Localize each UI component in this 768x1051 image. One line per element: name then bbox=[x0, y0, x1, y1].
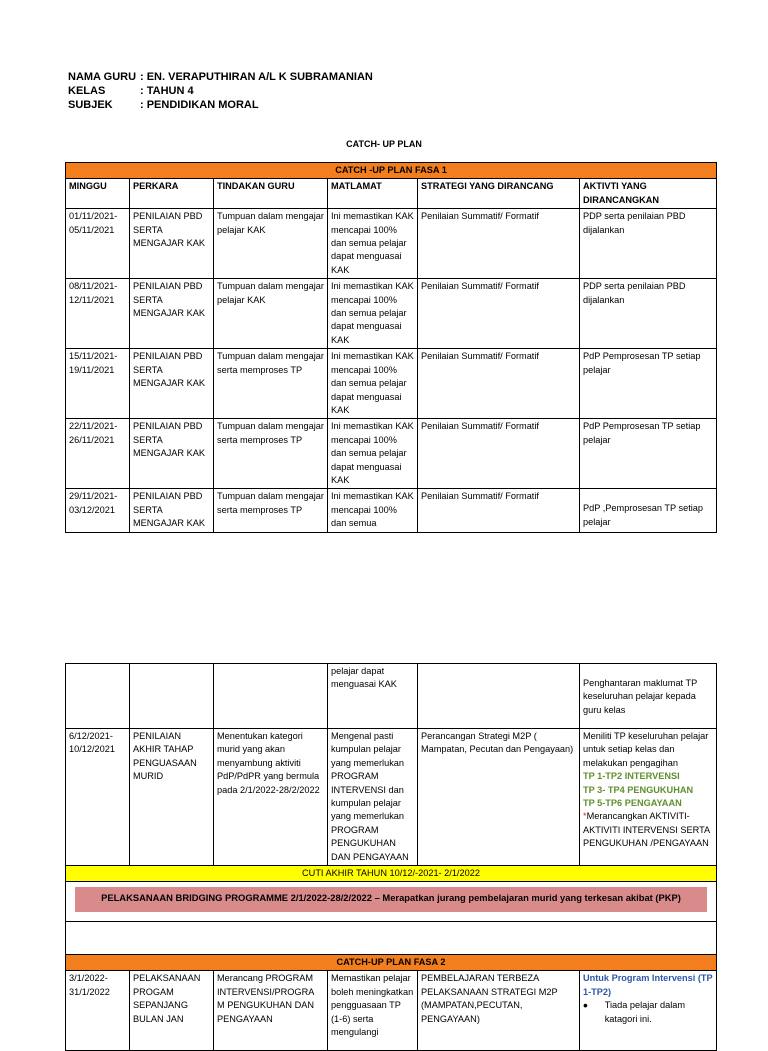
cuti-akhir-tahun-banner: CUTI AKHIR TAHUN 10/12/-2021- 2/1/2022 bbox=[66, 866, 717, 882]
cell-tindakan: Tumpuan dalam mengajar pelajar KAK bbox=[214, 209, 328, 279]
table-row bbox=[66, 209, 717, 279]
cell-strategi: Penilaian Summatif/ Formatif bbox=[418, 209, 580, 279]
column-header-row bbox=[66, 179, 717, 209]
document-title: CATCH- UP PLAN bbox=[346, 139, 422, 149]
cell-perkara: PENILAIAN PBD SERTA MENGAJAR KAK bbox=[130, 209, 214, 279]
cell-strategi: PEMBELAJARAN TERBEZA PELAKSANAAN STRATEGI M2P (MAMPATAN,PECUTAN, PENGAYAAN) bbox=[418, 971, 580, 1051]
table-row bbox=[66, 664, 717, 729]
header-row-nama-guru bbox=[68, 70, 373, 84]
cell-tindakan: Merancang PROGRAM INTERVENSI/PROGRA M PENGUKUHAN DAN PENGAYAAN bbox=[214, 971, 328, 1051]
header-row-subjek bbox=[68, 98, 373, 112]
header-label: NAMA GURU bbox=[68, 71, 137, 83]
cell-minggu: 29/11/2021- 03/12/2021 bbox=[66, 489, 130, 532]
cell-aktiviti: PDP serta penilaian PBD dijalankan bbox=[580, 209, 717, 279]
aktiviti-intro: Meniliti TP keseluruhan pelajar untuk setiap kelas dan melakukan pengagihan bbox=[583, 731, 709, 768]
fasa-1-title: CATCH -UP PLAN FASA 1 bbox=[66, 163, 717, 179]
catch-up-plan-fasa-1-table bbox=[65, 162, 717, 533]
bridging-row bbox=[66, 882, 717, 921]
catch-up-plan-continued-table bbox=[65, 663, 717, 1051]
bullet-text: Tiada pelajar dalam katagori ini. bbox=[604, 1000, 686, 1024]
cell-perkara: PENILAIAN PBD SERTA MENGAJAR KAK bbox=[130, 419, 214, 489]
column-header-minggu: MINGGU bbox=[66, 179, 130, 209]
table-row bbox=[66, 489, 717, 532]
column-header-tindakan-guru: TINDAKAN GURU bbox=[214, 179, 328, 209]
column-header-matlamat: MATLAMAT bbox=[328, 179, 418, 209]
header-value: : EN. VERAPUTHIRAN A/L K SUBRAMANIAN bbox=[140, 71, 373, 83]
header-label: SUBJEK bbox=[68, 99, 113, 111]
teacher-info bbox=[68, 70, 373, 112]
header-label: KELAS bbox=[68, 85, 106, 97]
cell-perkara: PENILAIAN PBD SERTA MENGAJAR KAK bbox=[130, 279, 214, 349]
spacer-row bbox=[66, 921, 717, 954]
cell-tindakan: Menentukan kategori murid yang akan menyambung aktiviti PdP/PdPR yang bermula pada 2/1/2022-28/2/2022 bbox=[214, 729, 328, 866]
cell-perkara: PENILAIAN PBD SERTA MENGAJAR KAK bbox=[130, 349, 214, 419]
cell-aktiviti: PdP ,Pemprosesan TP setiap pelajar bbox=[580, 489, 717, 532]
bullet-item bbox=[583, 999, 713, 1026]
cell-tindakan: Tumpuan dalam mengajar serta memproses TP bbox=[214, 419, 328, 489]
cell-minggu: 15/11/2021- 19/11/2021 bbox=[66, 349, 130, 419]
cell-perkara: PELAKSANAAN PROGAM SEPANJANG BULAN JAN bbox=[130, 971, 214, 1051]
cell-matlamat: Mengenal pasti kumpulan pelajar yang memerlukan PROGRAM INTERVENSI dan kumpulan pelajar yang memerlukan PROGRAM PENGUKUHAN DAN PENGAYAAN bbox=[328, 729, 418, 866]
bullet-icon: • bbox=[583, 997, 588, 1014]
red-asterisk: * bbox=[583, 811, 587, 822]
cell-minggu: 3/1/2022- 31/1/2022 bbox=[66, 971, 130, 1051]
cell-minggu: 01/11/2021- 05/11/2021 bbox=[66, 209, 130, 279]
aktiviti-outro: Merancangkan AKTIVITI-AKTIVITI INTERVENSI SERTA PENGUKUHAN /PENGAYAAN bbox=[583, 811, 710, 849]
cell-strategi: Penilaian Summatif/ Formatif bbox=[418, 349, 580, 419]
fasa-title-row bbox=[66, 163, 717, 179]
cell-perkara: PENILAIAN PBD SERTA MENGAJAR KAK bbox=[130, 489, 214, 532]
bridging-programme-banner: PELAKSANAAN BRIDGING PROGRAMME 2/1/2022-28/2/2022 – Merapatkan jurang pembelajaran murid yang terkesan akibat (PKP) bbox=[75, 887, 707, 911]
cell-matlamat: Memastikan pelajar boleh meningkatkan pengguasaan TP (1-6) serta mengulangi bbox=[328, 971, 418, 1051]
cell-matlamat: Ini memastikan KAK mencapai 100% dan semua pelajar dapat menguasai KAK bbox=[328, 419, 418, 489]
cell-matlamat: pelajar dapat menguasai KAK bbox=[328, 664, 418, 729]
empty-cell bbox=[66, 921, 717, 954]
cell-strategi: Perancangan Strategi M2P ( Mampatan, Pecutan dan Pengayaan) bbox=[418, 729, 580, 866]
tp-intervensi: TP 1-TP2 INTERVENSI bbox=[583, 771, 680, 782]
header-value: : TAHUN 4 bbox=[140, 85, 194, 97]
cell-matlamat: Ini memastikan KAK mencapai 100% dan semua pelajar dapat menguasai KAK bbox=[328, 349, 418, 419]
column-header-aktiviti: AKTIVTI YANG DIRANCANGKAN bbox=[580, 179, 717, 209]
cell-tindakan: Tumpuan dalam mengajar serta memproses TP bbox=[214, 349, 328, 419]
cell-aktiviti: Penghantaran maklumat TP keseluruhan pelajar kepada guru kelas bbox=[580, 664, 717, 729]
table-row bbox=[66, 279, 717, 349]
cell-matlamat: Ini memastikan KAK mencapai 100% dan semua pelajar dapat menguasai KAK bbox=[328, 209, 418, 279]
aktiviti-outro-block bbox=[583, 810, 713, 850]
cell-minggu: 6/12/2021- 10/12/2021 bbox=[66, 729, 130, 866]
bridging-cell bbox=[66, 882, 717, 921]
column-header-perkara: PERKARA bbox=[130, 179, 214, 209]
intervensi-title: Untuk Program Intervensi (TP 1-TP2) bbox=[583, 973, 713, 997]
cell-minggu: 22/11/2021- 26/11/2021 bbox=[66, 419, 130, 489]
table-row bbox=[66, 419, 717, 489]
fasa-title-row bbox=[66, 954, 717, 970]
cell-tindakan bbox=[214, 664, 328, 729]
tp-pengukuhan: TP 3- TP4 PENGUKUHAN bbox=[583, 784, 694, 795]
cell-perkara: PENILAIAN AKHIR TAHAP PENGUASAAN MURID bbox=[130, 729, 214, 866]
cell-matlamat: Ini memastikan KAK mencapai 100% dan semua bbox=[328, 489, 418, 532]
cell-aktiviti bbox=[580, 729, 717, 866]
cell-strategi bbox=[418, 664, 580, 729]
header-row-kelas bbox=[68, 84, 373, 98]
cell-minggu: 08/11/2021- 12/11/2021 bbox=[66, 279, 130, 349]
cell-strategi: Penilaian Summatif/ Formatif bbox=[418, 419, 580, 489]
cuti-row bbox=[66, 866, 717, 882]
fasa-2-title: CATCH-UP PLAN FASA 2 bbox=[66, 954, 717, 970]
tp-pengayaan: TP 5-TP6 PENGAYAAN bbox=[583, 798, 682, 809]
cell-aktiviti: PDP serta penilaian PBD dijalankan bbox=[580, 279, 717, 349]
cell-aktiviti: PdP Pemprosesan TP setiap pelajar bbox=[580, 419, 717, 489]
table-row bbox=[66, 971, 717, 1051]
cell-perkara bbox=[130, 664, 214, 729]
cell-strategi: Penilaian Summatif/ Formatif bbox=[418, 279, 580, 349]
header-value: : PENDIDIKAN MORAL bbox=[140, 99, 259, 111]
table-row bbox=[66, 729, 717, 866]
cell-minggu bbox=[66, 664, 130, 729]
cell-aktiviti bbox=[580, 971, 717, 1051]
cell-tindakan: Tumpuan dalam mengajar serta memproses TP bbox=[214, 489, 328, 532]
column-header-strategi: STRATEGI YANG DIRANCANG bbox=[418, 179, 580, 209]
cell-matlamat: Ini memastikan KAK mencapai 100% dan semua pelajar dapat menguasai KAK bbox=[328, 279, 418, 349]
cell-tindakan: Tumpuan dalam mengajar pelajar KAK bbox=[214, 279, 328, 349]
cell-aktiviti: PdP Pemprosesan TP setiap pelajar bbox=[580, 349, 717, 419]
table-row bbox=[66, 349, 717, 419]
cell-strategi: Penilaian Summatif/ Formatif bbox=[418, 489, 580, 532]
